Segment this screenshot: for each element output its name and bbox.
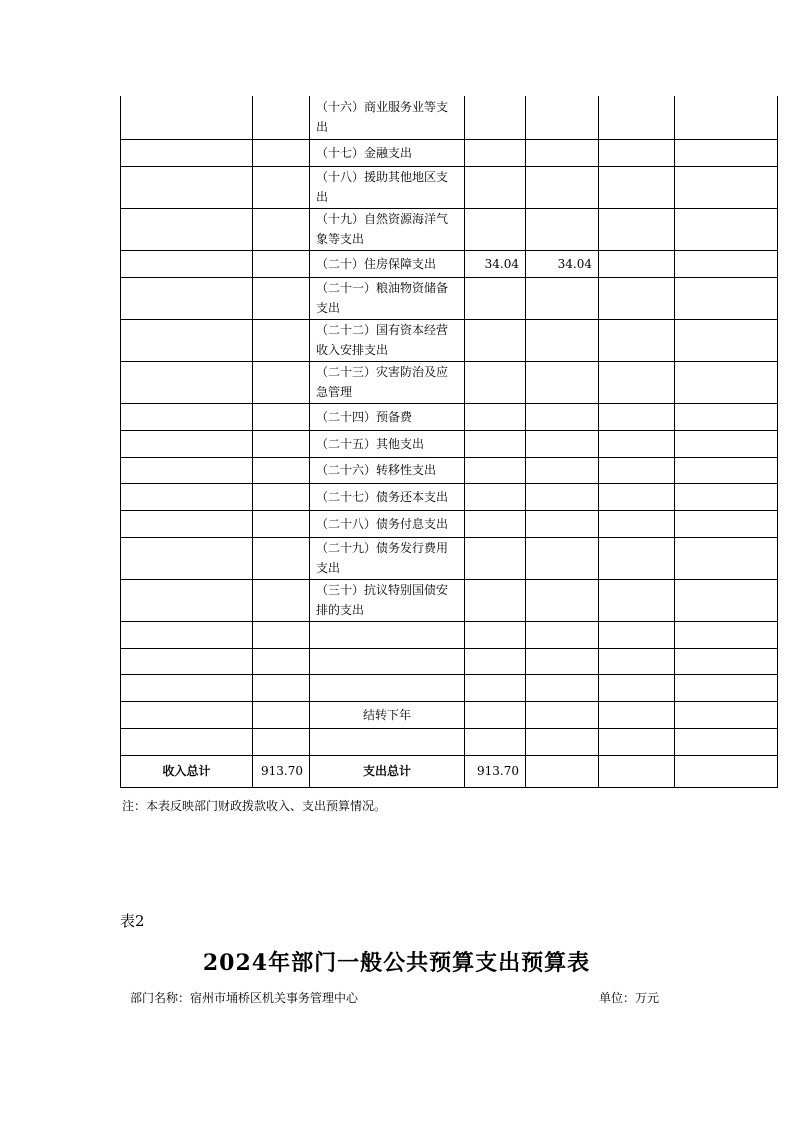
- table-row: [121, 510, 778, 537]
- table-body: [121, 96, 778, 787]
- expense-item: （十六）商业服务业等支出: [310, 96, 465, 139]
- amount-total: [465, 674, 526, 701]
- expense-item: （二十八）债务付息支出: [310, 510, 465, 537]
- amount-total: [465, 430, 526, 457]
- table-cell: [675, 621, 778, 648]
- table-cell: [675, 319, 778, 361]
- table-cell: [121, 728, 253, 755]
- table-row: [121, 579, 778, 621]
- amount-general: [526, 430, 599, 457]
- table-cell: [121, 139, 253, 166]
- department-name: 部门名称：宿州市埇桥区机关事务管理中心: [130, 991, 359, 1005]
- table-cell: [121, 430, 253, 457]
- expense-item: （二十七）债务还本支出: [310, 483, 465, 510]
- amount-general: [526, 621, 599, 648]
- table-cell: [121, 701, 253, 728]
- table-cell: [675, 277, 778, 319]
- table-cell: [675, 96, 778, 139]
- table-cell: [253, 430, 310, 457]
- table-row: [121, 457, 778, 483]
- table-cell: [121, 674, 253, 701]
- amount-total: [465, 510, 526, 537]
- table-cell: [599, 319, 675, 361]
- expense-item: （三十）抗议特别国债安排的支出: [310, 579, 465, 621]
- table-cell: [526, 755, 599, 787]
- table-cell: [121, 361, 253, 403]
- table-cell: [599, 208, 675, 250]
- table-cell: [599, 648, 675, 674]
- table-cell: [253, 701, 310, 728]
- expense-total-value: 913.70: [465, 755, 526, 787]
- amount-general: [526, 208, 599, 250]
- table-cell: [675, 579, 778, 621]
- table-cell: [675, 674, 778, 701]
- table-cell: [253, 728, 310, 755]
- amount-total: [465, 621, 526, 648]
- table-cell: [675, 648, 778, 674]
- table-cell: [121, 319, 253, 361]
- table-cell: [675, 537, 778, 579]
- amount-total: [465, 579, 526, 621]
- table-cell: [675, 701, 778, 728]
- budget-table: [120, 96, 778, 788]
- table-cell: [599, 621, 675, 648]
- table-number: 2: [135, 912, 145, 930]
- table-cell: [599, 277, 675, 319]
- table-cell: [253, 457, 310, 483]
- table-cell: [675, 139, 778, 166]
- expense-item: （二十四）预备费: [310, 403, 465, 430]
- table-cell: [675, 457, 778, 483]
- expense-item: （二十三）灾害防治及应急管理: [310, 361, 465, 403]
- table-row: [121, 648, 778, 674]
- amount-total: [465, 319, 526, 361]
- expense-item: （十七）金融支出: [310, 139, 465, 166]
- table-cell: [121, 250, 253, 277]
- amount-general: [526, 277, 599, 319]
- table-cell: [253, 579, 310, 621]
- table-cell: [675, 403, 778, 430]
- unit-label: 单位：万元: [599, 991, 660, 1005]
- table-cell: [599, 728, 675, 755]
- table-cell: [253, 510, 310, 537]
- income-total-label: 收入总计: [121, 755, 253, 787]
- table-row: [121, 166, 778, 208]
- table-cell: [599, 483, 675, 510]
- income-total-value: 913.70: [253, 755, 310, 787]
- table-row: [121, 621, 778, 648]
- table-cell: [121, 483, 253, 510]
- table-row: [121, 361, 778, 403]
- table-cell: [599, 403, 675, 430]
- table-cell: [675, 208, 778, 250]
- expense-item: （二十五）其他支出: [310, 430, 465, 457]
- table-row: [121, 701, 778, 728]
- table-cell: [253, 319, 310, 361]
- expense-item: [310, 674, 465, 701]
- table-cell: [599, 537, 675, 579]
- amount-general: [526, 537, 599, 579]
- table-cell: [599, 579, 675, 621]
- table-cell: [675, 361, 778, 403]
- table-label: [120, 910, 145, 931]
- table-row: [121, 728, 778, 755]
- expense-item: （十九）自然资源海洋气象等支出: [310, 208, 465, 250]
- table-cell: [121, 648, 253, 674]
- amount-total: [465, 728, 526, 755]
- table-cell: [121, 537, 253, 579]
- table-cell: [121, 510, 253, 537]
- table-cell: [599, 457, 675, 483]
- table-row: [121, 96, 778, 139]
- table-cell: [253, 361, 310, 403]
- amount-general: [526, 510, 599, 537]
- amount-general: [526, 139, 599, 166]
- amount-general: 34.04: [526, 250, 599, 277]
- table-cell: [599, 96, 675, 139]
- amount-total: [465, 277, 526, 319]
- table-cell: [253, 166, 310, 208]
- table-row: [121, 139, 778, 166]
- amount-general: [526, 728, 599, 755]
- table-cell: [599, 430, 675, 457]
- table-row: [121, 319, 778, 361]
- table-cell: [253, 537, 310, 579]
- amount-general: [526, 403, 599, 430]
- expense-item: （十八）援助其他地区支出: [310, 166, 465, 208]
- amount-general: [526, 96, 599, 139]
- amount-total: [465, 403, 526, 430]
- table-row: [121, 250, 778, 277]
- amount-general: [526, 166, 599, 208]
- amount-general: [526, 579, 599, 621]
- table-cell: [599, 250, 675, 277]
- amount-total: [465, 96, 526, 139]
- table-row: [121, 208, 778, 250]
- amount-total: [465, 483, 526, 510]
- amount-general: [526, 457, 599, 483]
- table-cell: [675, 430, 778, 457]
- expense-item: （二十二）国有资本经营收入安排支出: [310, 319, 465, 361]
- table-cell: [675, 166, 778, 208]
- table-cell: [599, 510, 675, 537]
- table-cell: [253, 483, 310, 510]
- table-row: [121, 430, 778, 457]
- expense-item: （二十九）债务发行费用支出: [310, 537, 465, 579]
- table-cell: [675, 250, 778, 277]
- amount-total: [465, 537, 526, 579]
- total-row: [121, 755, 778, 787]
- table-row: [121, 403, 778, 430]
- amount-general: [526, 701, 599, 728]
- table-cell: [253, 403, 310, 430]
- expense-item: （二十）住房保障支出: [310, 250, 465, 277]
- amount-total: [465, 208, 526, 250]
- table-note: 注：本表反映部门财政拨款收入、支出预算情况。: [122, 799, 387, 813]
- expense-item: （二十一）粮油物资储备支出: [310, 277, 465, 319]
- expense-item: [310, 728, 465, 755]
- expense-item: （二十六）转移性支出: [310, 457, 465, 483]
- page-title: 2024年部门一般公共预算支出预算表: [202, 950, 591, 976]
- amount-general: [526, 483, 599, 510]
- table-cell: [599, 361, 675, 403]
- table-cell: [121, 277, 253, 319]
- amount-total: [465, 361, 526, 403]
- expense-item: [310, 648, 465, 674]
- table-row: [121, 483, 778, 510]
- table-cell: [253, 277, 310, 319]
- table-cell: [253, 621, 310, 648]
- table-cell: [253, 208, 310, 250]
- table-cell: [253, 250, 310, 277]
- amount-general: [526, 648, 599, 674]
- table-cell: [253, 96, 310, 139]
- table-cell: [675, 755, 778, 787]
- amount-general: [526, 361, 599, 403]
- table-cell: [599, 139, 675, 166]
- amount-total: [465, 139, 526, 166]
- amount-total: 34.04: [465, 250, 526, 277]
- table-cell: [675, 483, 778, 510]
- expense-item: 结转下年: [310, 701, 465, 728]
- table-row: [121, 674, 778, 701]
- amount-total: [465, 166, 526, 208]
- table-cell: [675, 728, 778, 755]
- table-cell: [599, 755, 675, 787]
- amount-total: [465, 648, 526, 674]
- table-cell: [253, 674, 310, 701]
- table-row: [121, 537, 778, 579]
- table-cell: [121, 208, 253, 250]
- table-row: [121, 277, 778, 319]
- expense-item: [310, 621, 465, 648]
- table-cell: [599, 166, 675, 208]
- table-cell: [121, 166, 253, 208]
- table-cell: [253, 648, 310, 674]
- amount-general: [526, 319, 599, 361]
- table-label-prefix: 表: [120, 912, 136, 930]
- table-cell: [121, 579, 253, 621]
- table-cell: [675, 510, 778, 537]
- expense-total-label: 支出总计: [310, 755, 465, 787]
- table-cell: [121, 403, 253, 430]
- table-cell: [121, 96, 253, 139]
- table-cell: [599, 674, 675, 701]
- amount-general: [526, 674, 599, 701]
- table-cell: [599, 701, 675, 728]
- table-cell: [253, 139, 310, 166]
- table-cell: [121, 621, 253, 648]
- table-cell: [121, 457, 253, 483]
- amount-total: [465, 457, 526, 483]
- amount-total: [465, 701, 526, 728]
